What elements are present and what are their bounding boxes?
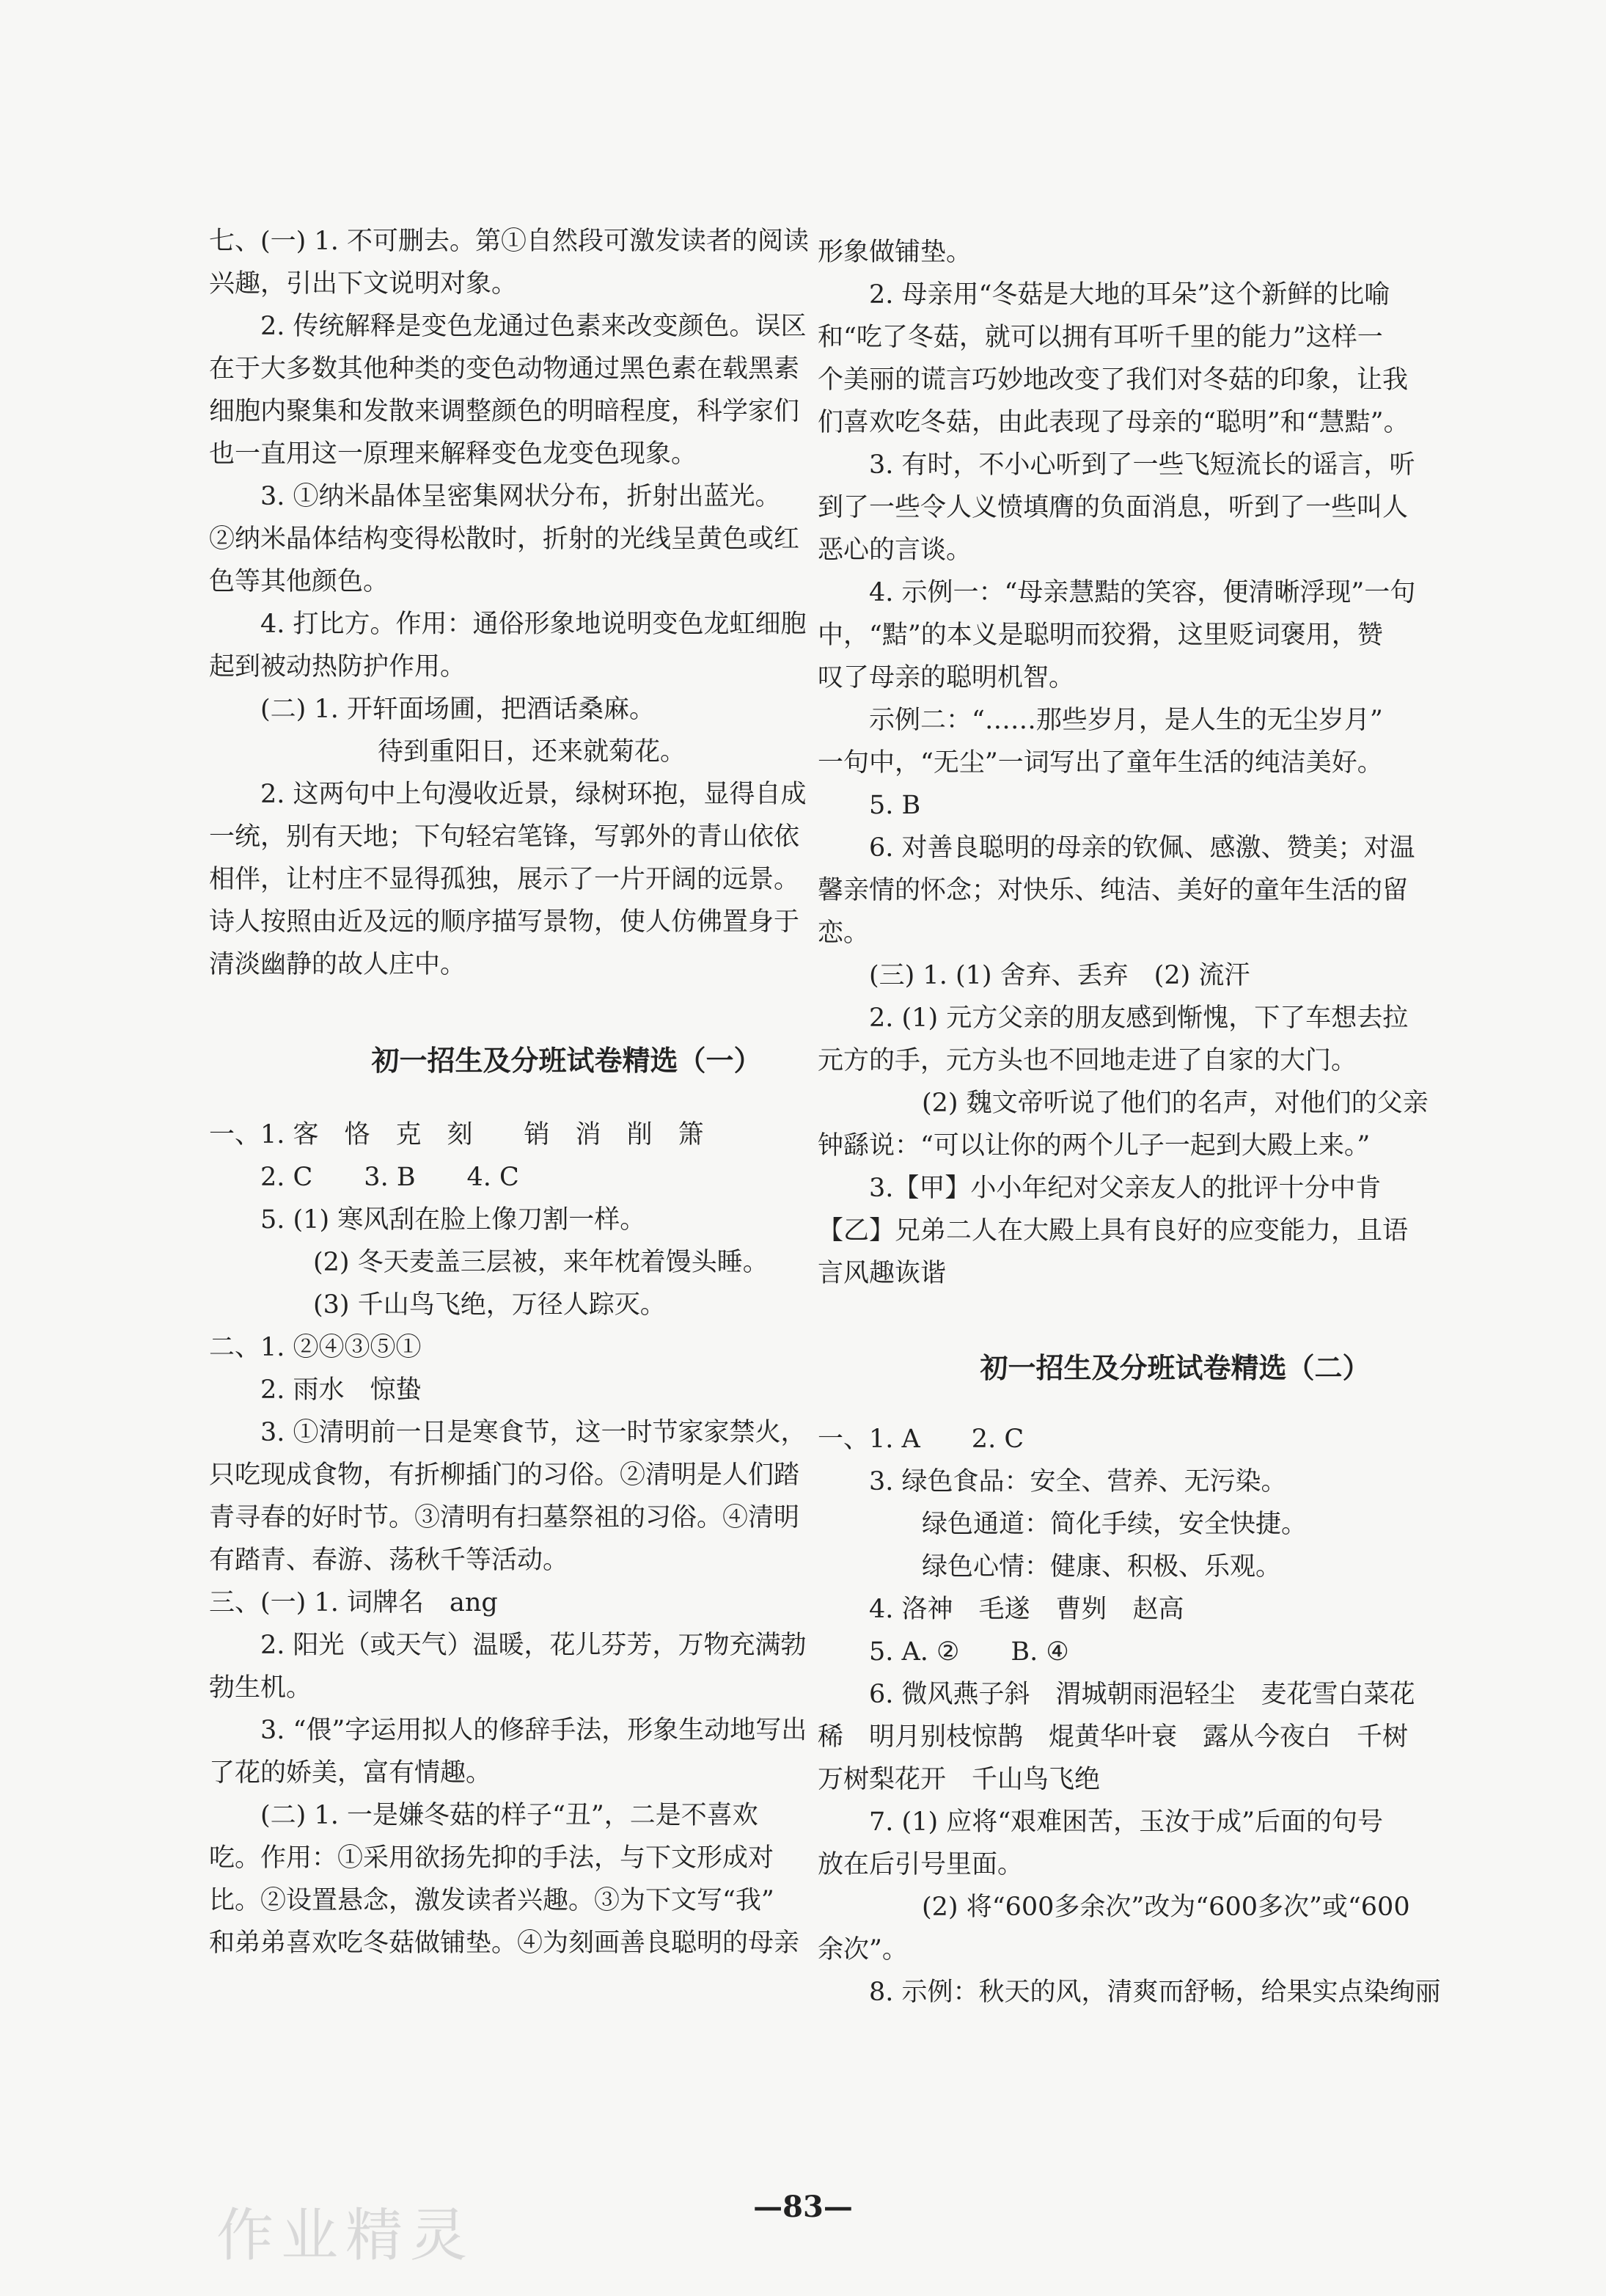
text-line: (二) 1. 开轩面场圃，把酒话桑麻。 (260, 695, 655, 724)
text-line: 余次”。 (818, 1935, 908, 1964)
text-line: 一统，别有天地；下句轻宕笔锋，写郭外的青山依依 (209, 822, 800, 852)
text-line: 叹了母亲的聪明机智。 (818, 663, 1075, 692)
left-column (209, 220, 924, 1964)
text-line: (2) 魏文帝听说了他们的名声，对他们的父亲 (922, 1089, 1429, 1118)
text-line: 了花的娇美，富有情趣。 (209, 1758, 492, 1788)
text-line: 钟繇说：“可以让你的两个儿子一起到大殿上来。” (818, 1131, 1371, 1160)
text-line: 5. B (869, 791, 921, 820)
text-line: 一、1. A 2. C (818, 1425, 1024, 1454)
text-line: 3. 绿色食品：安全、营养、无污染。 (869, 1467, 1287, 1496)
text-line: 一句中，“无尘”一词写出了童年生活的纯洁美好。 (818, 748, 1383, 778)
section-heading: 初一招生及分班试卷精选（二） (980, 1352, 1371, 1384)
text-line: (2) 冬天麦盖三层被，来年枕着馒头睡。 (313, 1248, 769, 1277)
text-line: 4. 打比方。作用：通俗形象地说明变色龙虹细胞 (260, 610, 807, 639)
text-line: 勃生机。 (209, 1673, 312, 1703)
text-line: 2. 母亲用“冬菇是大地的耳朵”这个新鲜的比喻 (869, 280, 1390, 310)
text-line: 2. 这两句中上句漫收近景，绿树环抱，显得自成 (260, 780, 807, 809)
text-line: 起到被动热防护作用。 (209, 652, 466, 681)
text-line: 3. ①清明前一日是寒食节，这一时节家家禁火， (260, 1418, 807, 1447)
text-line: 二、1. ②④③⑤① (209, 1333, 422, 1362)
text-line: 2. 阳光（或天气）温暖，花儿芬芳，万物充满勃 (260, 1631, 807, 1660)
text-line: 绿色心情：健康、积极、乐观。 (922, 1552, 1282, 1582)
text-line: 6. 对善良聪明的母亲的钦佩、感激、赞美；对温 (869, 833, 1415, 863)
text-line: (三) 1. (1) 舍弃、丢弃 (2) 流汗 (869, 961, 1250, 990)
text-line: 馨亲情的怀念；对快乐、纯洁、美好的童年生活的留 (818, 876, 1409, 905)
text-line: 2. C 3. B 4. C (260, 1163, 519, 1192)
text-line: 兴趣，引出下文说明对象。 (209, 269, 518, 299)
watermark: 作业精灵 (216, 2203, 475, 2269)
right-column (818, 231, 1533, 2014)
text-line: 恶心的言谈。 (818, 535, 972, 565)
text-line: 比。②设置悬念，激发读者兴趣。③为下文写“我” (209, 1886, 774, 1915)
text-line: 吃。作用：①采用欲扬先抑的手法，与下文形成对 (209, 1843, 774, 1873)
text-line: 形象做铺垫。 (818, 238, 972, 267)
text-line: 5. A. ② B. ④ (869, 1637, 1069, 1667)
text-line: 3.【甲】小小年纪对父亲友人的批评十分中肯 (869, 1174, 1382, 1203)
text-line: 在于大多数其他种类的变色动物通过黑色素在载黑素 (209, 354, 800, 384)
text-line: 【乙】兄弟二人在大殿上具有良好的应变能力，且语 (818, 1216, 1409, 1246)
text-line: 到了一些令人义愤填膺的负面消息，听到了一些叫人 (818, 493, 1409, 522)
text-line: 中，“黠”的本义是聪明而狡猾，这里贬词褒用，赞 (818, 621, 1383, 650)
text-line: 和“吃了冬菇，就可以拥有耳听千里的能力”这样一 (818, 323, 1383, 352)
text-line: ②纳米晶体结构变得松散时，折射的光线呈黄色或红 (209, 524, 800, 554)
text-line: 3. “偎”字运用拟人的修辞手法，形象生动地写出 (260, 1716, 807, 1745)
text-line: 一、1. 客 恪 克 刻 销 消 削 箫 (209, 1120, 704, 1149)
text-line: 清淡幽静的故人庄中。 (209, 950, 466, 979)
text-line: 个美丽的谎言巧妙地改变了我们对冬菇的印象，让我 (818, 365, 1409, 395)
text-line: 示例二：“……那些岁月，是人生的无尘岁月” (869, 706, 1383, 735)
text-line: 相伴，让村庄不显得孤独，展示了一片开阔的远景。 (209, 865, 800, 894)
text-line: 6. 微风燕子斜 渭城朝雨浥轻尘 麦花雪白菜花 (869, 1680, 1415, 1709)
text-line: 细胞内聚集和发散来调整颜色的明暗程度，科学家们 (209, 397, 800, 426)
text-line: 青寻春的好时节。③清明有扫墓祭祖的习俗。④清明 (209, 1503, 800, 1532)
page-number: —83— (753, 2190, 853, 2224)
text-line: 言风趣诙谐 (818, 1259, 947, 1288)
text-line: 5. (1) 寒风刮在脸上像刀割一样。 (260, 1205, 646, 1235)
text-line: 元方的手，元方头也不回地走进了自家的大门。 (818, 1046, 1357, 1075)
text-line: 诗人按照由近及远的顺序描写景物，使人仿佛置身于 (209, 907, 800, 937)
text-line: 2. 传统解释是变色龙通过色素来改变颜色。误区 (260, 312, 807, 341)
text-line: 3. ①纳米晶体呈密集网状分布，折射出蓝光。 (260, 482, 781, 511)
text-line: 绿色通道：简化手续，安全快捷。 (922, 1510, 1308, 1539)
text-line: 4. 示例一：“母亲慧黠的笑容，便清晰浮现”一句 (869, 578, 1416, 607)
text-line: 们喜欢吃冬菇，由此表现了母亲的“聪明”和“慧黠”。 (818, 408, 1409, 437)
text-line: 恋。 (818, 918, 870, 948)
text-line: 万树梨花开 千山鸟飞绝 (818, 1765, 1101, 1794)
text-line: 8. 示例：秋天的风，清爽而舒畅，给果实点染绚丽 (869, 1978, 1441, 2007)
text-line: (二) 1. 一是嫌冬菇的样子“丑”，二是不喜欢 (260, 1801, 758, 1830)
section-heading: 初一招生及分班试卷精选（一） (371, 1045, 762, 1077)
text-line: 和弟弟喜欢吃冬菇做铺垫。④为刻画善良聪明的母亲 (209, 1928, 800, 1958)
text-line: 2. 雨水 惊蛰 (260, 1375, 422, 1405)
text-line: 色等其他颜色。 (209, 567, 389, 596)
text-line: 放在后引号里面。 (818, 1850, 1024, 1879)
text-line: 4. 洛神 毛遂 曹刿 赵高 (869, 1595, 1184, 1624)
text-line: 七、(一) 1. 不可删去。第①自然段可激发读者的阅读 (209, 227, 809, 256)
text-line: 只吃现成食物，有折柳插门的习俗。②清明是人们踏 (209, 1460, 800, 1490)
text-line: (2) 将“600多余次”改为“600多次”或“600 (922, 1893, 1410, 1922)
text-line: 也一直用这一原理来解释变色龙变色现象。 (209, 439, 697, 469)
text-line: 2. (1) 元方父亲的朋友感到惭愧，下了车想去拉 (869, 1003, 1409, 1033)
text-line: 3. 有时，不小心听到了一些飞短流长的谣言，听 (869, 450, 1415, 480)
text-line: 7. (1) 应将“艰难困苦，玉汝于成”后面的句号 (869, 1807, 1384, 1837)
text-line: 稀 明月别枝惊鹊 焜黄华叶衰 露从今夜白 千树 (818, 1722, 1409, 1752)
text-line: 三、(一) 1. 词牌名 ang (209, 1588, 498, 1617)
text-line: 待到重阳日，还来就菊花。 (378, 737, 686, 767)
text-line: 有踏青、春游、荡秋千等活动。 (209, 1546, 569, 1575)
text-line: (3) 千山鸟飞绝，万径人踪灭。 (313, 1290, 666, 1320)
